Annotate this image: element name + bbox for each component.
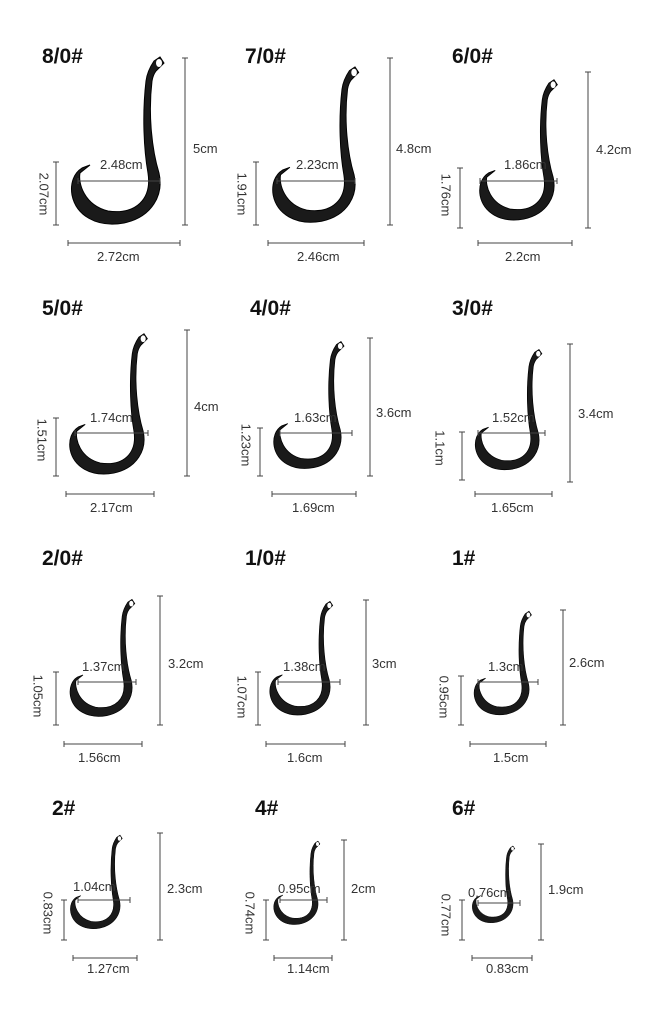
width-label: 1.65cm (491, 500, 534, 515)
width-label: 2.72cm (97, 249, 140, 264)
hook-size-label: 4/0# (250, 297, 291, 320)
length-label: 4.8cm (396, 141, 432, 156)
throat-label: 1.05cm (30, 674, 46, 718)
gape-label: 2.48cm (100, 157, 143, 172)
hook-size-label: 5/0# (42, 297, 83, 320)
throat-label: 0.95cm (436, 675, 452, 719)
length-label: 5cm (193, 141, 218, 156)
length-label: 2cm (351, 881, 376, 896)
hook-eye (511, 847, 514, 851)
hook-size-label: 3/0# (452, 297, 493, 320)
gape-label: 1.52cm (492, 410, 535, 425)
length-label: 1.9cm (548, 882, 584, 897)
throat-label: 0.77cm (438, 893, 454, 937)
length-label: 2.6cm (569, 655, 605, 670)
gape-label: 1.63cm (294, 410, 337, 425)
width-label: 1.27cm (87, 961, 130, 976)
hook-size-label: 6/0# (452, 45, 493, 68)
length-label: 3.4cm (578, 406, 614, 421)
width-label: 1.6cm (287, 750, 323, 765)
length-label: 3.2cm (168, 656, 204, 671)
length-label: 4.2cm (596, 142, 632, 157)
length-label: 3.6cm (376, 405, 412, 420)
throat-label: 1.76cm (438, 173, 454, 217)
throat-label: 0.74cm (242, 891, 258, 935)
throat-label: 1.23cm (238, 423, 254, 467)
gape-label: 0.95cm (278, 881, 321, 896)
hook-size-label: 8/0# (42, 45, 83, 68)
gape-label: 1.86cm (504, 157, 547, 172)
throat-label: 2.07cm (36, 172, 52, 216)
gape-label: 1.74cm (90, 410, 133, 425)
gape-label: 2.23cm (296, 157, 339, 172)
gape-label: 1.04cm (73, 879, 116, 894)
hook-size-label: 2# (52, 797, 76, 820)
hook-size-label: 1/0# (245, 547, 286, 570)
throat-label: 0.83cm (40, 891, 56, 935)
hook-size-label: 6# (452, 797, 476, 820)
throat-label: 1.07cm (234, 675, 250, 719)
throat-label: 1.51cm (34, 418, 50, 462)
length-label: 2.3cm (167, 881, 203, 896)
width-label: 1.14cm (287, 961, 330, 976)
hook-size-label: 4# (255, 797, 279, 820)
hook-size-label: 2/0# (42, 547, 83, 570)
throat-label: 1.1cm (432, 430, 448, 466)
width-label: 0.83cm (486, 961, 529, 976)
hook-size-label: 1# (452, 547, 476, 570)
gape-label: 1.3cm (488, 659, 524, 674)
gape-label: 1.38cm (283, 659, 326, 674)
gape-label: 1.37cm (82, 659, 125, 674)
length-label: 3cm (372, 656, 397, 671)
hook-size-label: 7/0# (245, 45, 286, 68)
width-label: 2.2cm (505, 249, 541, 264)
width-label: 1.56cm (78, 750, 121, 765)
gape-label: 0.76cm (468, 885, 511, 900)
width-label: 1.69cm (292, 500, 335, 515)
width-label: 1.5cm (493, 750, 529, 765)
width-label: 2.46cm (297, 249, 340, 264)
throat-label: 1.91cm (234, 172, 250, 216)
length-label: 4cm (194, 399, 219, 414)
width-label: 2.17cm (90, 500, 133, 515)
